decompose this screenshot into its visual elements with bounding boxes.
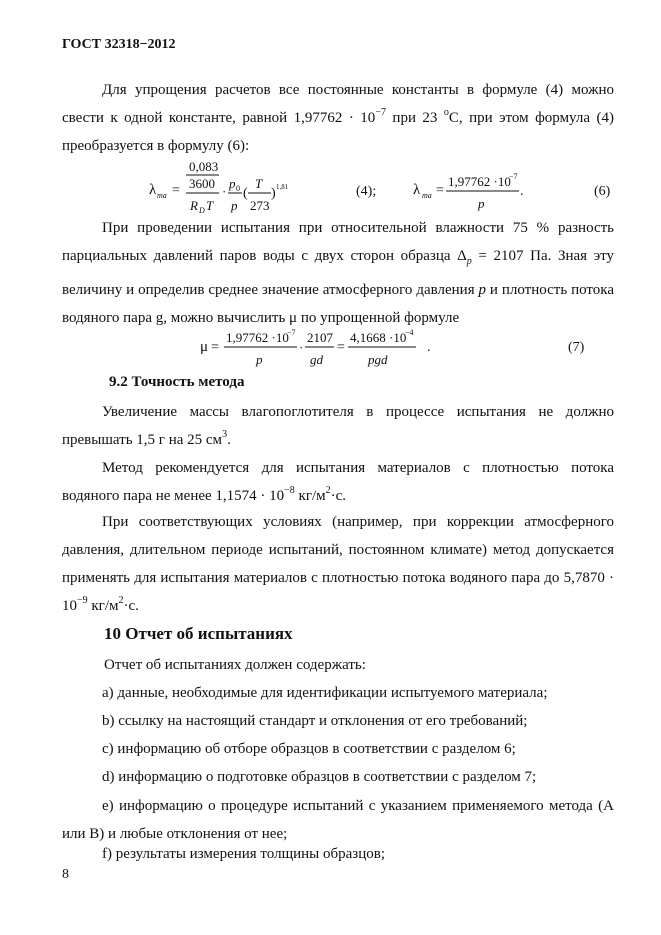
report-intro: Отчет об испытаниях должен содержать: [104, 657, 366, 673]
paragraph-simplification: Для упрощения расчетов все постоянные константы в формуле (4) можно свести к одной константе, равной $1,97762 \cdot 10^{-7}$ при 23 $^о$С, при этом формула (4) преобразуется в формулу (6): [62, 82, 614, 154]
list-item-e: e) информацию о процедуре испытаний с указанием применяемого метода (A или B) и любые отклонения от нее; [62, 798, 614, 842]
svg-text:·: · [299, 340, 304, 355]
svg-text:=: = [337, 340, 345, 355]
svg-text:=: = [211, 340, 219, 355]
paragraph-mass-increase: Увеличение массы влагопоглотителя в процессе испытания не должно превышать 1,5 г на 25 $см^3$. [62, 404, 614, 448]
svg-text:T: T [255, 176, 263, 191]
svg-text:1,97762 ·10: 1,97762 ·10 [226, 330, 289, 345]
svg-text:4,1668 ·10: 4,1668 ·10 [350, 330, 407, 345]
formula-4 [149, 159, 376, 215]
svg-text:273: 273 [250, 198, 270, 213]
page-number: 8 [62, 867, 69, 882]
svg-text:−4: −4 [405, 328, 414, 337]
svg-text:−7: −7 [287, 328, 296, 337]
svg-text:λ: λ [413, 182, 421, 198]
section-heading-10: 10 Отчет об испытаниях [104, 624, 293, 643]
svg-text:3600: 3600 [189, 176, 215, 191]
svg-text:ma: ma [422, 191, 432, 200]
formula-4-and-6 [0, 158, 661, 216]
svg-text:1,81: 1,81 [276, 183, 289, 191]
list-item-f: f) результаты измерения толщины образцов; [102, 846, 386, 862]
svg-text:1,97762 ·10: 1,97762 ·10 [448, 174, 511, 189]
svg-text:.: . [427, 340, 431, 355]
svg-text:.: . [520, 184, 524, 199]
paragraph-test-conditions: При проведении испытания при относительной влажности 75 % разность парциальных давлений паров воды с двух сторон образца $\Delta_p = 2107$ Па. Зная эту величину и определив среднее значение атмосферного давления p и плотность потока водяного пара g, можно вычислить μ по упрощенной формуле [62, 220, 614, 326]
svg-text:p: p [256, 352, 263, 367]
list-item-b: b) ссылку на настоящий стандарт и отклонения от его требований; [102, 713, 528, 729]
svg-text:(: ( [243, 186, 248, 201]
svg-text:2107: 2107 [307, 330, 333, 345]
svg-text:p: p [231, 198, 238, 213]
svg-text:p: p [478, 196, 485, 211]
svg-text:R: R [190, 198, 198, 213]
svg-text:pgd: pgd [368, 352, 388, 367]
list-item-d: d) информацию о подготовке образцов в соответствии с разделом 7; [102, 769, 537, 785]
svg-text:T: T [206, 198, 214, 213]
paragraph-method-recommendation: Метод рекомендуется для испытания материалов с плотностью потока водяного пара не менее $1,1574 \cdot 10^{-8}$ $кг/м^2\cdot с$. [62, 460, 614, 504]
svg-text:(6): (6) [594, 184, 611, 199]
formula-6 [413, 172, 611, 211]
svg-text:(7): (7) [568, 340, 585, 355]
svg-text:·: · [222, 184, 227, 199]
svg-text:D: D [199, 206, 205, 215]
formula-7 [0, 326, 661, 368]
svg-text:0: 0 [236, 184, 240, 193]
svg-text:=: = [172, 183, 180, 198]
svg-text:(4);: (4); [356, 184, 377, 199]
list-item-a: а) данные, необходимые для идентификации испытуемого материала; [102, 685, 548, 701]
svg-text:λ: λ [149, 182, 157, 198]
svg-text:−7: −7 [509, 172, 518, 181]
svg-text:ma: ma [157, 191, 167, 200]
svg-text:gd: gd [310, 352, 323, 367]
svg-text:=: = [436, 183, 444, 198]
page-header: ГОСТ 32318−2012 [62, 37, 176, 52]
svg-text:): ) [271, 186, 276, 201]
list-item-c: c) информацию об отборе образцов в соответствии с разделом 6; [102, 741, 516, 757]
svg-text:μ: μ [200, 339, 209, 355]
svg-text:p: p [229, 176, 236, 191]
svg-text:0,083: 0,083 [189, 159, 219, 174]
section-heading-9-2: 9.2 Точность метода [109, 374, 245, 390]
paragraph-conditions: При соответствующих условиях (например, при коррекции атмосферного давления, длительном периоде испытаний, постоянном климате) метод допускается применять для испытания материалов с плотностью потока водяного пара до $5,7870 \cdot 10^{-9}$ $кг/м^2\cdot с$. [62, 514, 614, 614]
